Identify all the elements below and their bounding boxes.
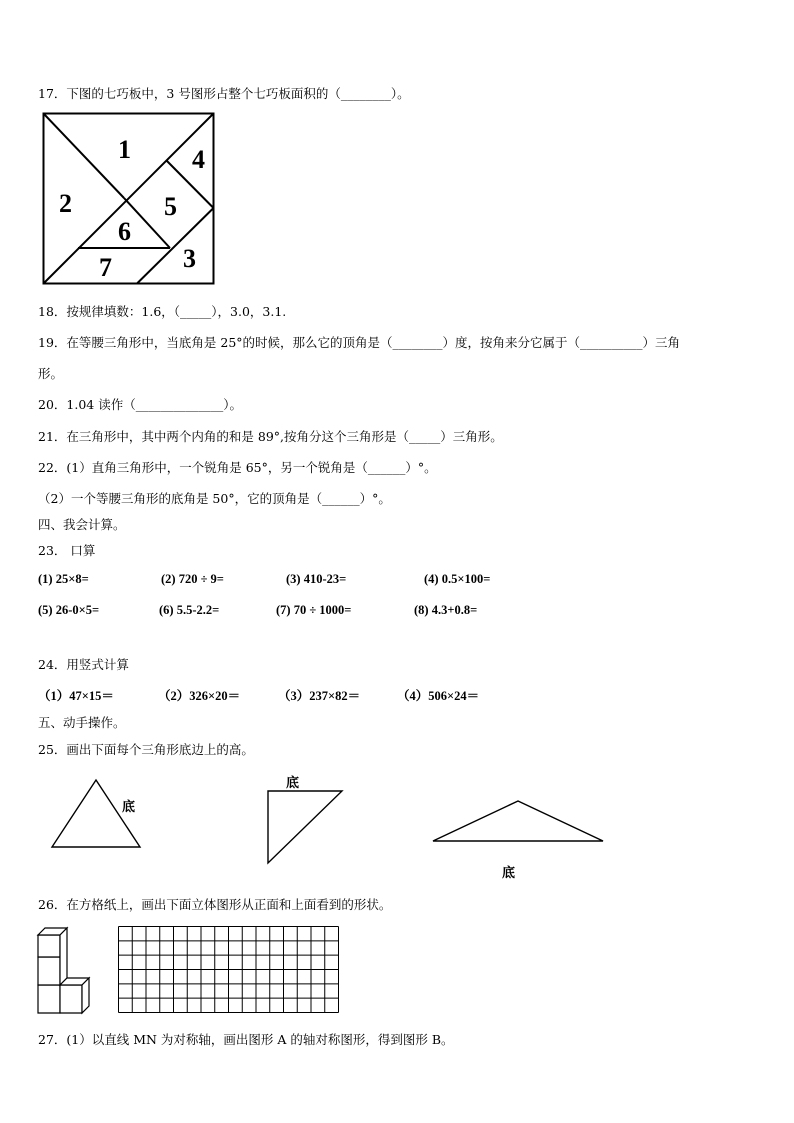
question-23-title: 23． 口算 (38, 543, 96, 558)
question-21: 21．在三角形中，其中两个内角的和是 89°,按角分这个三角形是（_____）三角形。 (38, 429, 503, 444)
cube-stack-figure (37, 927, 93, 1015)
vertical-calc-1: （1）47×15＝ (38, 689, 114, 703)
tangram-label-2: 2 (59, 189, 72, 218)
question-17: 17．下图的七巧板中，3 号图形占整个七巧板面积的（________）。 (38, 86, 410, 101)
calc-item-2: (2) 720 ÷ 9= (161, 572, 224, 586)
calc-item-3: (3) 410-23= (286, 572, 347, 586)
triangle-right (266, 789, 344, 865)
vertical-calc-4: （4）506×24＝ (397, 689, 480, 703)
tangram-label-5: 5 (164, 192, 177, 221)
question-22-part2: （2）一个等腰三角形的底角是 50°，它的顶角是（______）°。 (38, 491, 391, 506)
base-label-1: 底 (122, 800, 136, 815)
calc-item-5: (5) 26-0×5= (38, 603, 100, 617)
question-20: 20．1.04 读作（______________）。 (38, 397, 242, 412)
calc-item-7: (7) 70 ÷ 1000= (276, 603, 352, 617)
vertical-calc-2: （2）326×20＝ (158, 689, 241, 703)
question-22-part1: 22．(1）直角三角形中，一个锐角是 65°，另一个锐角是（______）°。 (38, 460, 437, 475)
question-19-line1: 19．在等腰三角形中，当底角是 25°的时候，那么它的顶角是（________）度，按角来分它属于（__________）三角 (38, 335, 681, 350)
calc-item-1: (1) 25×8= (38, 572, 89, 586)
calc-item-6: (6) 5.5-2.2= (159, 603, 220, 617)
grid-paper (118, 926, 340, 1014)
base-label-3: 底 (502, 866, 516, 881)
calc-item-4: (4) 0.5×100= (424, 572, 491, 586)
tangram-label-6: 6 (118, 217, 131, 246)
tangram-label-4: 4 (192, 145, 205, 174)
question-25: 25．画出下面每个三角形底边上的高。 (38, 742, 254, 757)
section-4-heading: 四、我会计算。 (38, 517, 126, 532)
tangram-figure (42, 112, 218, 287)
question-27: 27．(1）以直线 MN 为对称轴，画出图形 A 的轴对称图形，得到图形 B。 (38, 1032, 454, 1047)
question-19-line2: 形。 (38, 366, 64, 381)
calc-item-8: (8) 4.3+0.8= (414, 603, 478, 617)
question-18: 18．按规律填数：1.6，（_____），3.0，3.1. (38, 304, 287, 319)
tangram-label-7: 7 (99, 253, 112, 282)
question-26: 26．在方格纸上，画出下面立体图形从正面和上面看到的形状。 (38, 897, 392, 912)
tangram-label-3: 3 (183, 244, 196, 273)
vertical-calc-3: （3）237×82＝ (278, 689, 361, 703)
triangle-obtuse (431, 799, 605, 843)
base-label-2: 底 (286, 776, 300, 791)
section-5-heading: 五、动手操作。 (38, 715, 126, 730)
tangram-label-1: 1 (118, 135, 131, 164)
question-24-title: 24．用竖式计算 (38, 657, 129, 672)
